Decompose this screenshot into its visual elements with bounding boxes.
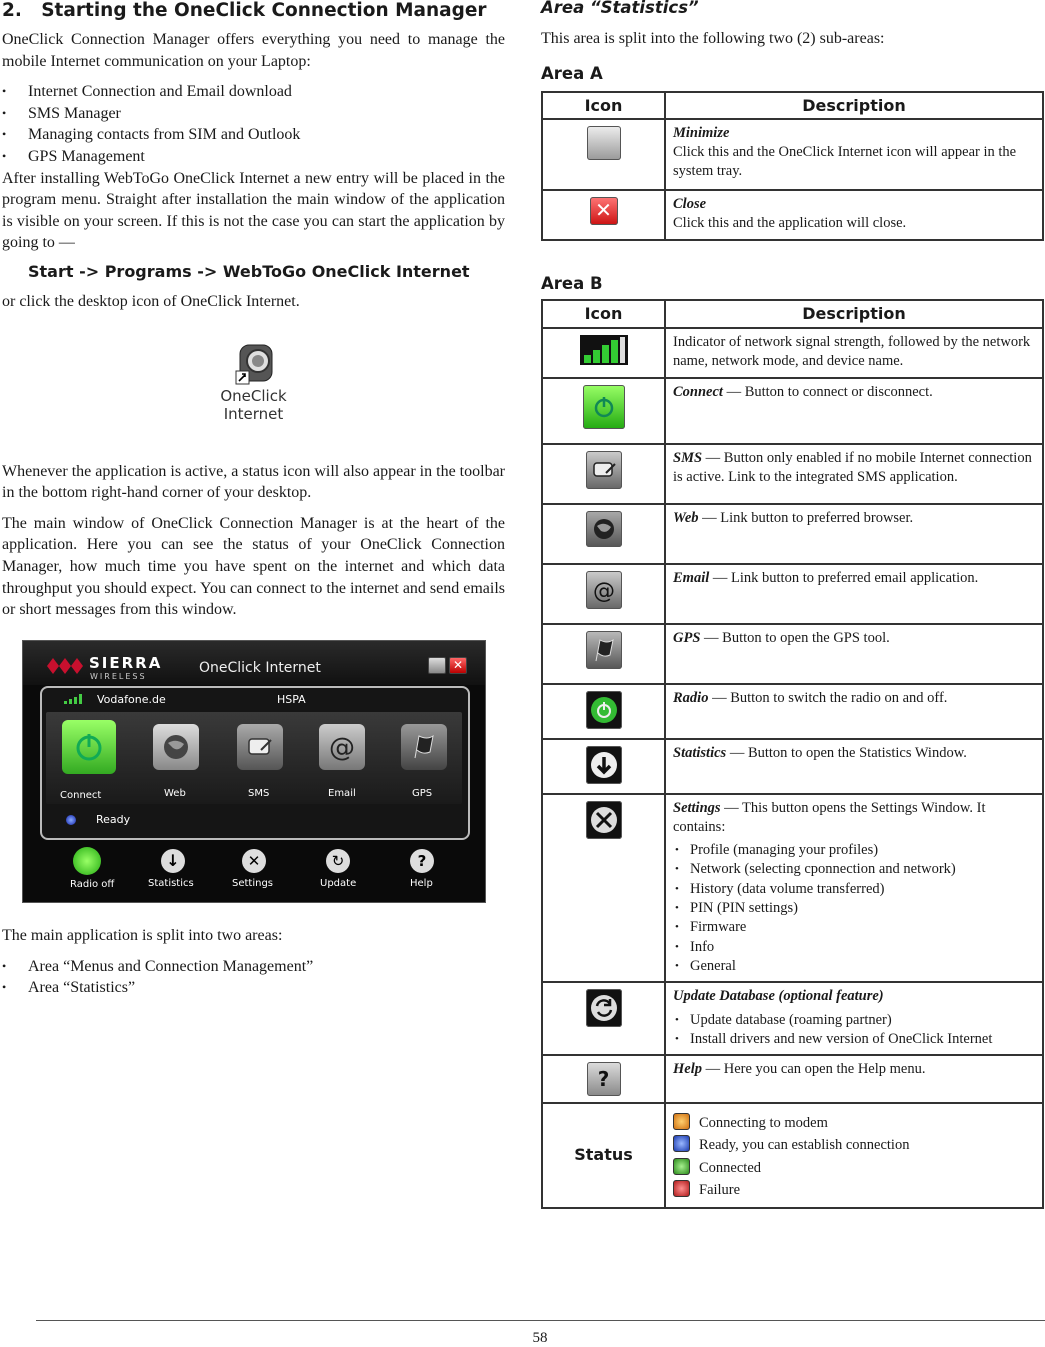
desktop-shortcut xyxy=(2,343,505,433)
area-b-table xyxy=(541,299,1044,1210)
flag-icon xyxy=(401,724,447,770)
column-header: Icon xyxy=(542,300,665,328)
oneclick-desktop-icon xyxy=(232,343,276,387)
bottom-label: Statistics xyxy=(148,878,194,889)
table-header-row xyxy=(542,300,1043,328)
table-row xyxy=(542,328,1043,378)
table-row xyxy=(542,564,1043,624)
settings-button[interactable]: ✕ xyxy=(242,849,266,873)
minimize-button[interactable] xyxy=(428,657,446,674)
list-item: • Managing contacts from SIM and Outlook xyxy=(2,124,505,146)
web-button[interactable] xyxy=(153,724,199,770)
list-item: • Info xyxy=(673,938,1035,957)
svg-text:@: @ xyxy=(592,578,615,604)
table-row xyxy=(542,1103,1043,1208)
list-item: • Install drivers and new version of OneClick Internet xyxy=(673,1030,1035,1049)
status-icon-paragraph: Whenever the application is active, a status icon will also appear in the toolbar in the bottom right-hand corner of your desktop. xyxy=(2,462,505,502)
area-intro: This area is split into the following two (2) sub-areas: xyxy=(541,30,885,47)
title-bar xyxy=(23,641,486,685)
orange-status-icon xyxy=(673,1113,690,1130)
flag-icon xyxy=(586,631,622,669)
list-item: • History (data volume transferred) xyxy=(673,880,1035,899)
status-dot xyxy=(66,815,76,825)
description: — Button to connect or disconnect. xyxy=(722,383,933,400)
brand-name: SIERRA xyxy=(89,654,163,672)
button-label: GPS xyxy=(412,788,433,799)
status-text: Ready xyxy=(96,813,131,826)
term: SMS xyxy=(673,449,703,466)
button-label: Email xyxy=(328,788,356,799)
footer-rule xyxy=(36,1320,1045,1321)
page-number: 58 xyxy=(532,1330,548,1346)
update-button[interactable]: ↻ xyxy=(326,849,350,873)
bottom-label: Radio off xyxy=(70,879,115,890)
radio-power-icon xyxy=(586,691,622,729)
sierra-logo-icon xyxy=(45,655,85,677)
download-arrow-icon xyxy=(586,746,622,784)
column-header: Description xyxy=(665,92,1043,119)
list-item: • Firmware xyxy=(673,918,1035,937)
description: Click this and the OneClick Internet icon will appear in the system tray. xyxy=(673,143,1017,180)
list-item: • Update database (roaming partner) xyxy=(673,1011,1035,1030)
status-item: Failure xyxy=(673,1179,1035,1201)
desktop-icon-label: OneClick Internet xyxy=(220,386,287,423)
term: Settings xyxy=(673,799,721,816)
power-icon xyxy=(62,720,116,774)
table-row xyxy=(542,1055,1043,1103)
term: Help xyxy=(673,1061,702,1078)
list-item: • PIN (PIN settings) xyxy=(673,899,1035,918)
table-row xyxy=(542,378,1043,444)
table-row xyxy=(542,119,1043,190)
term: Statistics xyxy=(673,744,727,761)
area-a-table xyxy=(541,91,1044,241)
gps-button[interactable] xyxy=(401,724,447,770)
description: Indicator of network signal strength, followed by the network name, network mode, and device name. xyxy=(673,333,1031,369)
settings-list xyxy=(673,841,1035,976)
table-row xyxy=(542,982,1043,1055)
description: — Button to open the Statistics Window. xyxy=(726,744,967,761)
split-paragraph: The main application is split into two areas: xyxy=(2,927,283,944)
areas-list xyxy=(2,956,505,999)
column-header: Description xyxy=(665,300,1043,328)
list-item: • Profile (managing your profiles) xyxy=(673,841,1035,860)
feature-list xyxy=(2,81,505,167)
signal-strength-icon xyxy=(64,694,86,704)
sms-button[interactable] xyxy=(237,724,283,770)
list-item: • General xyxy=(673,957,1035,976)
settings-tools-icon xyxy=(586,801,622,839)
bottom-label: Help xyxy=(410,878,433,889)
brand-sub: WIRELESS xyxy=(90,672,147,681)
list-item: • SMS Manager xyxy=(2,103,505,125)
description: — Here you can open the Help menu. xyxy=(702,1061,926,1078)
table-row xyxy=(542,504,1043,564)
term: GPS xyxy=(673,629,701,646)
main-window-paragraph: The main window of OneClick Connection Manager is at the heart of the application. Here you can see the status of your OneClick Connection Manager, how much time you have spent on the internet and which data throughput you should expect. You can connect to the internet and send emails or short messages from this window. xyxy=(2,514,506,619)
area-b-heading: Area B xyxy=(541,273,603,293)
left-bottom xyxy=(2,925,505,999)
install-paragraph: After installing WebToGo OneClick Internet a new entry will be placed in the program menu. Straight after installation the main window of the application is visible on your screen. If this is not the case you can start the application by going to — xyxy=(2,169,505,252)
term: Radio xyxy=(673,689,709,706)
update-list xyxy=(673,1011,1035,1050)
term: Update Database (optional feature) xyxy=(673,988,884,1005)
button-strip xyxy=(46,712,462,804)
right-column xyxy=(541,0,1044,1209)
table-row xyxy=(542,624,1043,684)
update-refresh-icon xyxy=(586,989,622,1027)
list-item: • GPS Management xyxy=(2,146,505,168)
globe-icon xyxy=(586,511,622,547)
term: Connect xyxy=(673,383,723,400)
description: — Button only enabled if no mobile Internet connection is active. Link to the integrated SMS application. xyxy=(673,449,1032,485)
at-sign-icon xyxy=(586,571,622,609)
red-status-icon xyxy=(673,1180,690,1197)
help-icon: ? xyxy=(587,1062,621,1096)
blue-status-icon xyxy=(673,1135,690,1152)
list-item: • Network (selecting cponnection and network) xyxy=(673,860,1035,879)
connect-button[interactable] xyxy=(62,720,116,774)
close-button[interactable]: ✕ xyxy=(449,657,467,674)
table-row xyxy=(542,794,1043,983)
table-header-row xyxy=(542,92,1043,119)
list-item: • Area “Statistics” xyxy=(2,977,505,999)
app-screenshot xyxy=(22,640,486,903)
description: — Link button to preferred browser. xyxy=(698,509,914,526)
signal-strength-icon xyxy=(580,335,628,365)
network-name: Vodafone.de xyxy=(97,693,166,706)
status-item: Ready, you can establish connection xyxy=(673,1134,1035,1156)
description: Click this and the application will close. xyxy=(673,214,907,231)
help-button[interactable]: ? xyxy=(410,849,434,873)
network-mode: HSPA xyxy=(277,693,306,706)
intro-paragraph: OneClick Connection Manager offers everything you need to manage the mobile Internet communication on your Laptop: xyxy=(2,31,505,70)
globe-icon xyxy=(153,724,199,770)
minimize-icon xyxy=(587,126,621,160)
term: Minimize xyxy=(673,124,730,141)
description: — Button to open the GPS tool. xyxy=(700,629,890,646)
email-button[interactable] xyxy=(319,724,365,770)
app-title: OneClick Internet xyxy=(199,660,321,676)
close-icon: ✕ xyxy=(590,197,618,225)
bottom-label: Settings xyxy=(232,878,274,889)
statistics-button[interactable]: ↓ xyxy=(161,849,185,873)
section-heading: 2. Starting the OneClick Connection Manager xyxy=(2,0,487,21)
svg-text:@: @ xyxy=(329,733,355,763)
status-item: Connected xyxy=(673,1157,1035,1179)
list-item: • Internet Connection and Email download xyxy=(2,81,505,103)
column-header: Icon xyxy=(542,92,665,119)
power-icon xyxy=(583,385,625,429)
term: Web xyxy=(673,509,699,526)
green-status-icon xyxy=(673,1158,690,1175)
status-item: Connecting to modem xyxy=(673,1112,1035,1134)
area-a-heading: Area A xyxy=(541,63,603,83)
sms-icon xyxy=(586,451,622,489)
left-column xyxy=(2,0,505,621)
bottom-bar xyxy=(23,841,486,903)
main-panel xyxy=(40,686,470,840)
button-label: SMS xyxy=(248,788,270,799)
term: Close xyxy=(673,195,707,212)
desktop-icon-paragraph: or click the desktop icon of OneClick Internet. xyxy=(2,292,300,310)
at-sign-icon xyxy=(319,724,365,770)
table-row xyxy=(542,684,1043,739)
table-row xyxy=(542,444,1043,504)
button-label: Web xyxy=(164,788,186,799)
radio-off-button[interactable] xyxy=(73,847,101,875)
button-label: Connect xyxy=(60,790,102,801)
start-path: Start -> Programs -> WebToGo OneClick Internet xyxy=(28,261,470,281)
status-label: Status xyxy=(574,1145,633,1165)
list-item: • Area “Menus and Connection Management” xyxy=(2,956,505,978)
table-row xyxy=(542,739,1043,794)
description: — This button opens the Settings Window. It contains: xyxy=(673,799,986,835)
bottom-label: Update xyxy=(320,878,357,889)
area-heading: Area “Statistics” xyxy=(541,0,699,17)
description: — Link button to preferred email application. xyxy=(709,569,979,586)
description: — Button to switch the radio on and off. xyxy=(708,689,948,706)
sms-icon xyxy=(237,724,283,770)
table-row xyxy=(542,190,1043,240)
term: Email xyxy=(673,569,710,586)
